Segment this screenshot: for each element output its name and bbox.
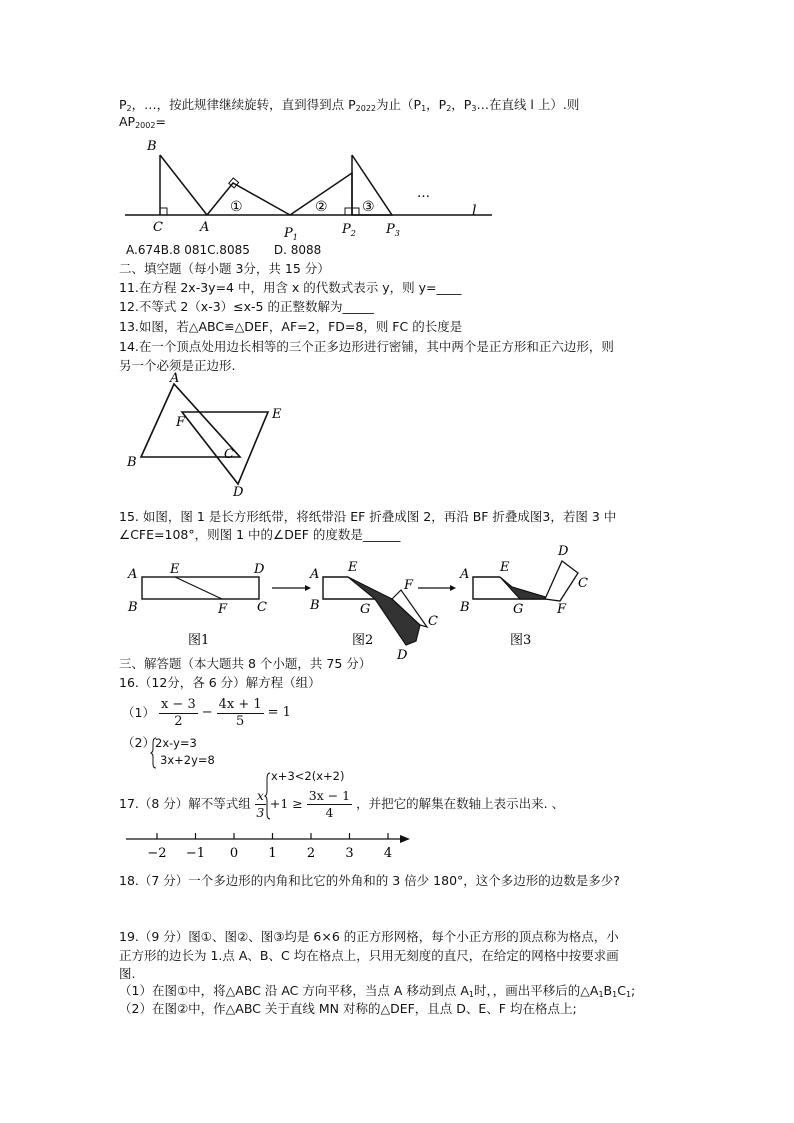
q15-line1: 15. 如图，图 1 是长方形纸带，将纸带沿 EF 折叠成图 2，再沿 BF 折叠成图3，若图 3 中 (119, 509, 617, 524)
fig2-label-e: E (348, 560, 358, 575)
numerator: x (256, 787, 264, 803)
rhs: = 1 (267, 705, 291, 720)
label-p2-letter: P (342, 222, 351, 237)
right-angle-mark (352, 208, 359, 215)
fig2-label-g: G (360, 602, 371, 617)
label-c: C (224, 447, 234, 462)
q14-line1: 14.在一个顶点处用边长相等的三个正多边形进行密铺，其中两个是正方形和正六边形，则 (119, 339, 614, 354)
q11: 11.在方程 2x-3y=4 中，用含 x 的代数式表示 y，则 y=____ (119, 280, 462, 295)
q16: 16.（12分，各 6 分）解方程（组） (119, 675, 321, 690)
label-p1-letter: P (284, 226, 293, 241)
q12: 12.不等式 2（x-3）≤x-5 的正整数解为_____ (119, 299, 374, 314)
label-circle-3: ③ (362, 199, 375, 215)
text: 时，，画出平移后的△A (474, 983, 599, 998)
subscript: 2022 (355, 104, 377, 113)
fig3-folded-end (545, 561, 578, 601)
fig3-label-a: A (460, 567, 470, 582)
label-p1 (283, 226, 298, 242)
q19-part1 (119, 983, 635, 1003)
subscript: 3 (471, 104, 477, 113)
fig3-caption: 图3 (510, 633, 532, 648)
options-abc: A.674B.8 081C.8085 (126, 243, 250, 257)
fig3-label-e: E (500, 560, 510, 575)
q19-line3: 图. (119, 966, 136, 981)
tick-label: −2 (147, 846, 167, 861)
fig1-label-c: C (257, 600, 267, 615)
q17-mid: +1 ≥ (269, 796, 303, 811)
fig1-crease-ef (175, 577, 222, 599)
q19-line1: 19.（9 分）图①、图②、图③均是 6×6 的正方形网格，每个小正方形的顶点称为格点，小 (119, 929, 619, 944)
text: ; (631, 983, 636, 998)
label-p1-sub: 1 (292, 233, 298, 242)
text: = (155, 114, 166, 129)
fig1-strip (142, 577, 259, 599)
q13: 13.如图，若△ABC≌△DEF，AF=2，FD=8，则 FC 的长度是 (119, 319, 463, 334)
right-angle-mark (345, 208, 352, 215)
q15-line2: ∠CFE=108°，则图 1 中的∠DEF 的度数是______ (119, 527, 401, 542)
label-d: D (233, 485, 244, 500)
label-p3-letter: P (386, 222, 395, 237)
label-dots: … (417, 186, 430, 201)
arrow-1-head (305, 585, 311, 591)
q10-options (126, 242, 321, 258)
tick-label: 4 (383, 846, 393, 861)
q13-congruent-triangles (120, 372, 300, 502)
label-a: A (170, 371, 180, 386)
q17 (119, 786, 564, 822)
tick-label: 1 (268, 846, 277, 861)
tick-label: −1 (185, 846, 206, 861)
label-b: B (147, 139, 157, 154)
tick-label: 3 (345, 846, 354, 861)
right-angle-mark (160, 208, 167, 215)
edge-ba (160, 155, 207, 215)
q19-part2: （2）在图②中，作△ABC 关于直线 MN 对称的△DEF，且点 D、E、F 均在格点上; (119, 1001, 577, 1016)
denominator: 5 (236, 713, 245, 729)
text: …在直线 l 上）.则 (476, 97, 580, 112)
text: ，P (426, 97, 447, 112)
fig2-caption: 图2 (352, 633, 374, 648)
triangle-1 (207, 183, 290, 215)
fig1-label-b: B (128, 600, 138, 615)
text: ，P (451, 97, 472, 112)
q17-first-inequality: x+3<2(x+2) (271, 769, 345, 783)
q16-1-label: （1） (122, 705, 155, 720)
q18: 18.（7 分）一个多边形的内角和比它的外角和的 3 倍少 180°，这个多边形的边数是多少? (119, 873, 620, 888)
fig2-label-f: F (404, 578, 414, 593)
numerator: 4x + 1 (218, 696, 262, 712)
fig1-label-d: D (254, 562, 265, 577)
q16-2-eq1: 2x-y=3 (155, 736, 197, 750)
subscript: 1 (612, 990, 618, 999)
section2-title: 二、填空题（每小题 3分，共 15 分） (119, 261, 330, 276)
subscript: 1 (625, 990, 632, 999)
subscript: 1 (598, 990, 604, 999)
subscript: 2002 (135, 121, 156, 130)
subscript: 1 (468, 990, 475, 999)
q19-line2: 正方形的边长为 1.点 A、B、C 均在格点上，只用无刻度的直尺，在给定的网格中按要求画 (119, 948, 619, 963)
fig2-label-c: C (428, 614, 438, 629)
number-line (120, 828, 420, 862)
label-b: B (127, 455, 137, 470)
numerator: 3x − 1 (308, 787, 351, 803)
q10-line2 (119, 114, 166, 134)
fig3-label-d: D (558, 544, 569, 559)
label-c: C (153, 220, 163, 235)
brace-icon (150, 737, 158, 769)
subscript: 1 (421, 104, 427, 113)
q17-prefix: 17.（8 分）解不等式组 (119, 796, 251, 811)
tick-label: 2 (306, 846, 316, 861)
q17-fraction-2 (307, 788, 352, 821)
fig3-dark-part (500, 577, 552, 599)
label-circle-2: ② (315, 199, 328, 215)
label-p2 (341, 222, 356, 238)
fig2-label-d: D (397, 648, 408, 663)
q17-fraction-1 (255, 788, 266, 821)
q16-2-label: （2） (122, 735, 155, 750)
fig1-label-e: E (170, 562, 180, 577)
label-circle-1: ① (230, 199, 243, 215)
numerator: x − 3 (160, 696, 196, 712)
fig1-label-a: A (128, 567, 138, 582)
q14-line2: 另一个必须是正边形. (119, 358, 236, 373)
text: AP (119, 114, 136, 129)
option-d: D. 8088 (273, 243, 322, 257)
subscript: 2 (446, 104, 452, 113)
fig1-caption: 图1 (188, 633, 210, 648)
minus-sign: − (201, 705, 213, 720)
label-p3-sub: 3 (394, 229, 400, 238)
q16-1 (122, 695, 291, 731)
denominator: 3 (256, 804, 265, 820)
q16-2-eq2: 3x+2y=8 (160, 753, 215, 767)
label-p2-sub: 2 (350, 229, 356, 238)
tick-label: 0 (229, 846, 239, 861)
label-f: F (176, 415, 186, 430)
text: B (603, 983, 613, 998)
q15-folding-figures (120, 541, 610, 663)
fraction-1 (159, 697, 198, 730)
fig3-label-c: C (578, 576, 588, 591)
q17-suffix: ，并把它的解集在数轴上表示出来. 、 (356, 796, 565, 811)
arrow-head-icon (400, 835, 410, 843)
q10-rotation-figure (120, 135, 500, 243)
fig1-label-f: F (218, 602, 228, 617)
denominator: 4 (325, 804, 334, 820)
subscript: 2 (126, 104, 132, 113)
fig3-label-b: B (460, 600, 470, 615)
text: C (617, 983, 626, 998)
text: P (119, 97, 127, 112)
text: （1）在图①中，将△ABC 沿 AC 方向平移，当点 A 移动到点 A (119, 983, 469, 998)
fig3-label-f: F (557, 602, 567, 617)
denominator: 2 (174, 713, 183, 729)
fig2-label-a: A (310, 567, 320, 582)
label-e: E (272, 407, 282, 422)
text: 为止（P (376, 97, 422, 112)
label-p3 (385, 222, 400, 238)
arrow-2-head (450, 585, 456, 591)
q10-line1 (119, 97, 579, 117)
fig3-label-g: G (513, 602, 524, 617)
label-l: l (472, 203, 477, 219)
section3-title: 三、解答题（本大题共 8 个小题，共 75 分） (119, 656, 372, 671)
fraction-2 (217, 697, 264, 730)
text: ，…，按此规律继续旋转，直到得到点 P (131, 97, 356, 112)
label-a: A (200, 220, 210, 235)
fig2-label-b: B (310, 598, 320, 613)
